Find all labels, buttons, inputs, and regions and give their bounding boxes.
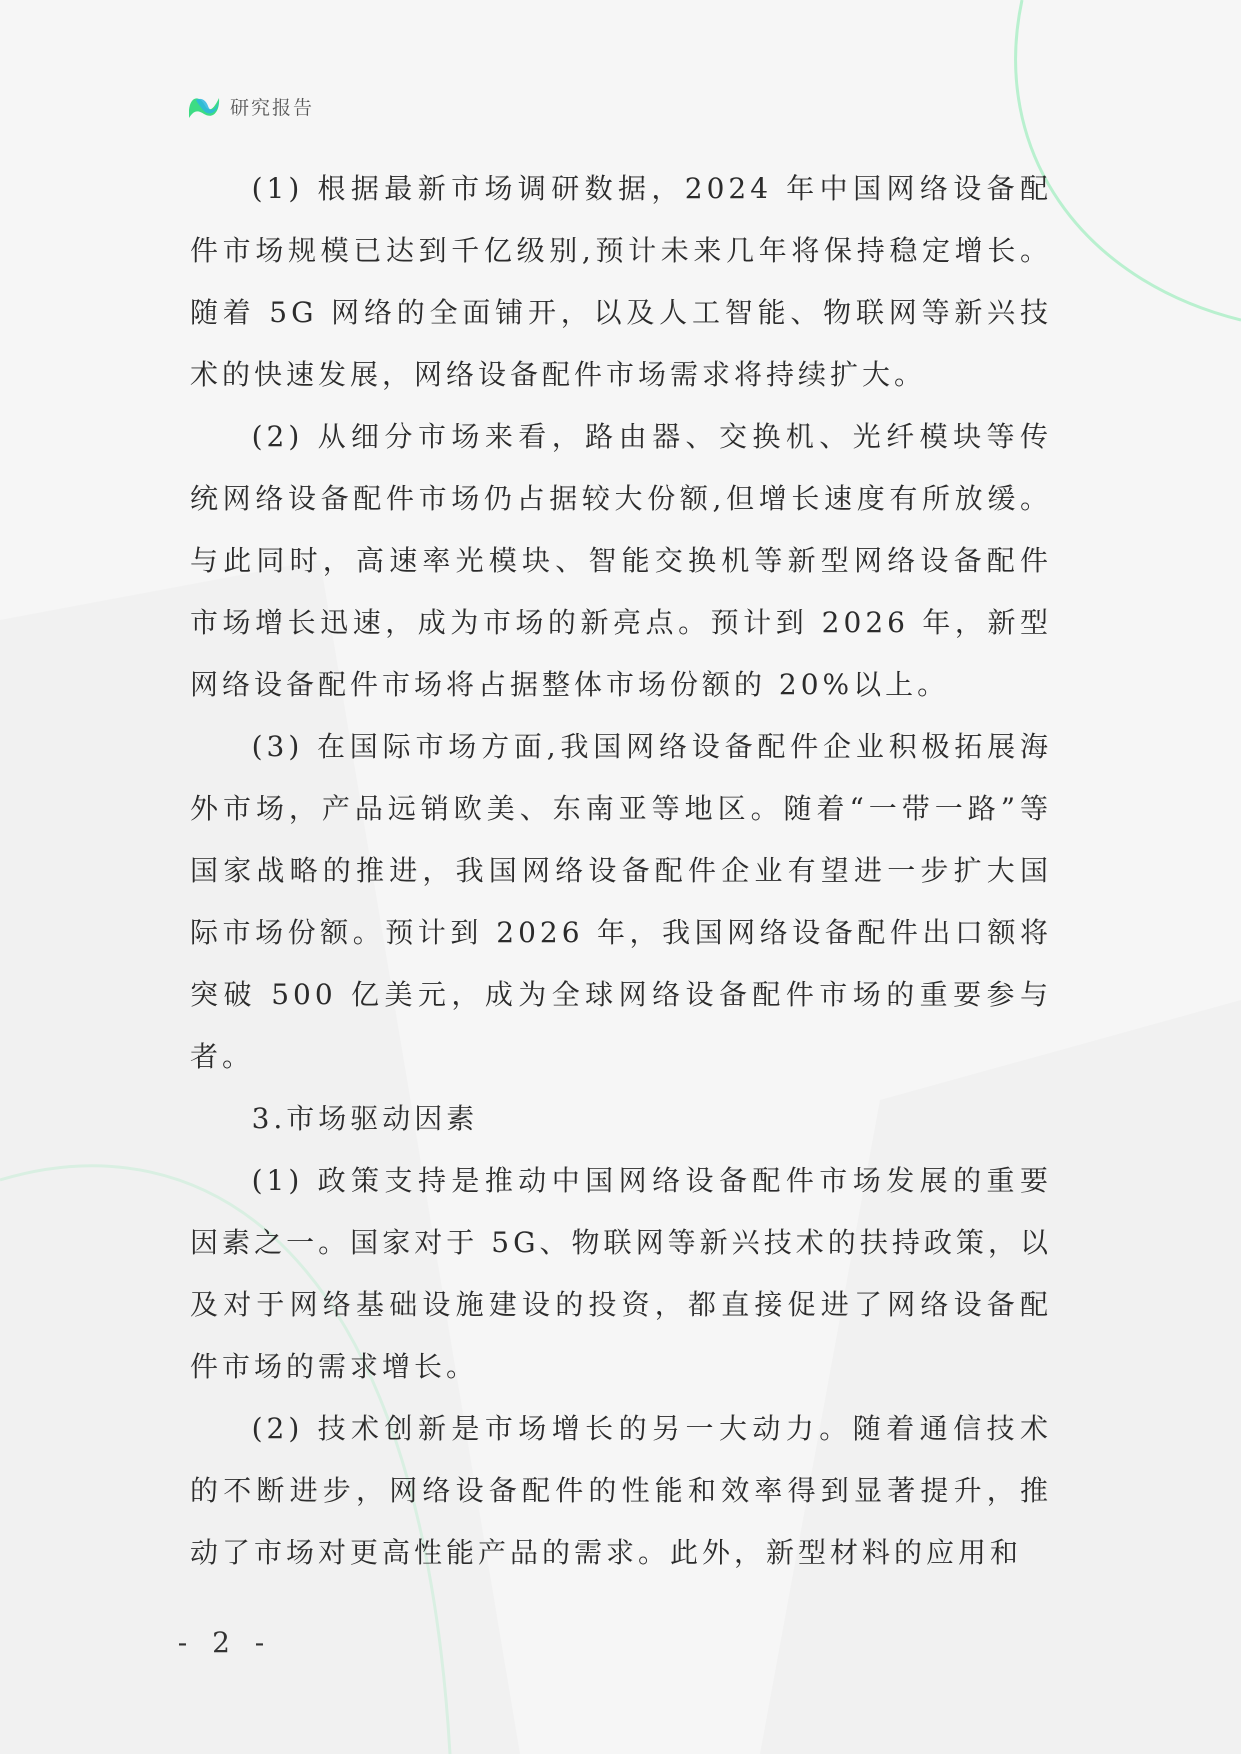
paragraph-tech-innovation: (2) 技术创新是市场增长的另一大动力。随着通信技术的不断进步，网络设备配件的性能和效率得到显著提升，推动了市场对更高性能产品的需求。此外，新型材料的应用和: [190, 1412, 1052, 1569]
paragraph-international-market: (3) 在国际市场方面,我国网络设备配件企业积极拓展海外市场，产品远销欧美、东南亚等地区。随着“一带一路”等国家战略的推进，我国网络设备配件企业有望进一步扩大国际市场份额。预计到 2026 年，我国网络设备配件出口额将突破 500 亿美元，成为全球网络设备配件市场的重要参与者。: [190, 730, 1052, 1073]
paragraph-market-size: (1) 根据最新市场调研数据，2024 年中国网络设备配件市场规模已达到千亿级别,预计未来几年将保持稳定增长。随着 5G 网络的全面铺开，以及人工智能、物联网等新兴技术的快速发展，网络设备配件市场需求将持续扩大。: [190, 172, 1052, 391]
header-title: 研究报告: [230, 96, 315, 119]
page-number: - 2 -: [177, 1626, 273, 1659]
document-body: [190, 158, 1052, 1584]
paragraph-policy-support: (1) 政策支持是推动中国网络设备配件市场发展的重要因素之一。国家对于 5G、物联网等新兴技术的扶持政策，以及对于网络基础设施建设的投资，都直接促进了网络设备配件市场的需求增长。: [190, 1164, 1052, 1383]
paragraph-market-segments: (2) 从细分市场来看，路由器、交换机、光纤模块等传统网络设备配件市场仍占据较大份额,但增长速度有所放缓。与此同时，高速率光模块、智能交换机等新型网络设备配件市场增长迅速，成为市场的新亮点。预计到 2026 年，新型网络设备配件市场将占据整体市场份额的 20%以上。: [190, 420, 1052, 701]
section-heading: 3.市场驱动因素: [251, 1102, 479, 1135]
brand-logo-icon: [186, 88, 222, 124]
report-header: [186, 88, 314, 124]
